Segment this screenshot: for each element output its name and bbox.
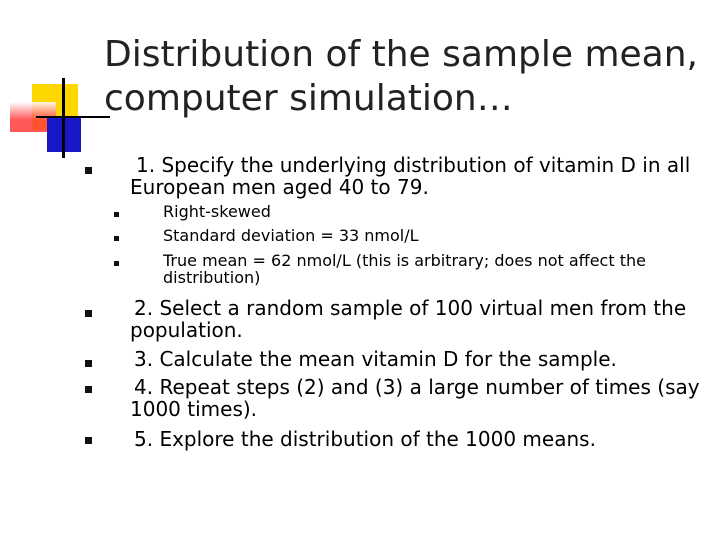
bullet-item-2: 2. Select a random sample of 100 virtual men from the population. [130,296,687,342]
sub-bullet-item-3: True mean = 62 nmol/L (this is arbitrary; does not affect the distribution) [163,251,646,287]
bullet-item-1: 1. Specify the underlying distribution of vitamin D in all European men aged 40 to 79. [130,153,691,199]
bullet-marker [85,167,92,174]
vertical-line-decoration [62,78,65,158]
sub-bullet-item-1: Right-skewed [163,202,271,221]
sub-bullet-marker [114,236,119,241]
bullet-marker [85,437,92,444]
sub-bullet-marker [114,261,119,266]
bullet-marker [85,310,92,317]
sub-bullet-marker [114,212,119,217]
slide-title: Distribution of the sample mean, computer simulation… [104,34,698,119]
bullet-item-4: 4. Repeat steps (2) and (3) a large number of times (say 1000 times). [130,375,700,421]
bullet-marker [85,386,92,393]
bullet-item-3: 3. Calculate the mean vitamin D for the sample. [134,347,617,371]
bullet-item-5: 5. Explore the distribution of the 1000 means. [134,427,596,451]
bullet-marker [85,360,92,367]
horizontal-line-decoration [36,116,110,118]
sub-bullet-item-2: Standard deviation = 33 nmol/L [163,226,419,245]
